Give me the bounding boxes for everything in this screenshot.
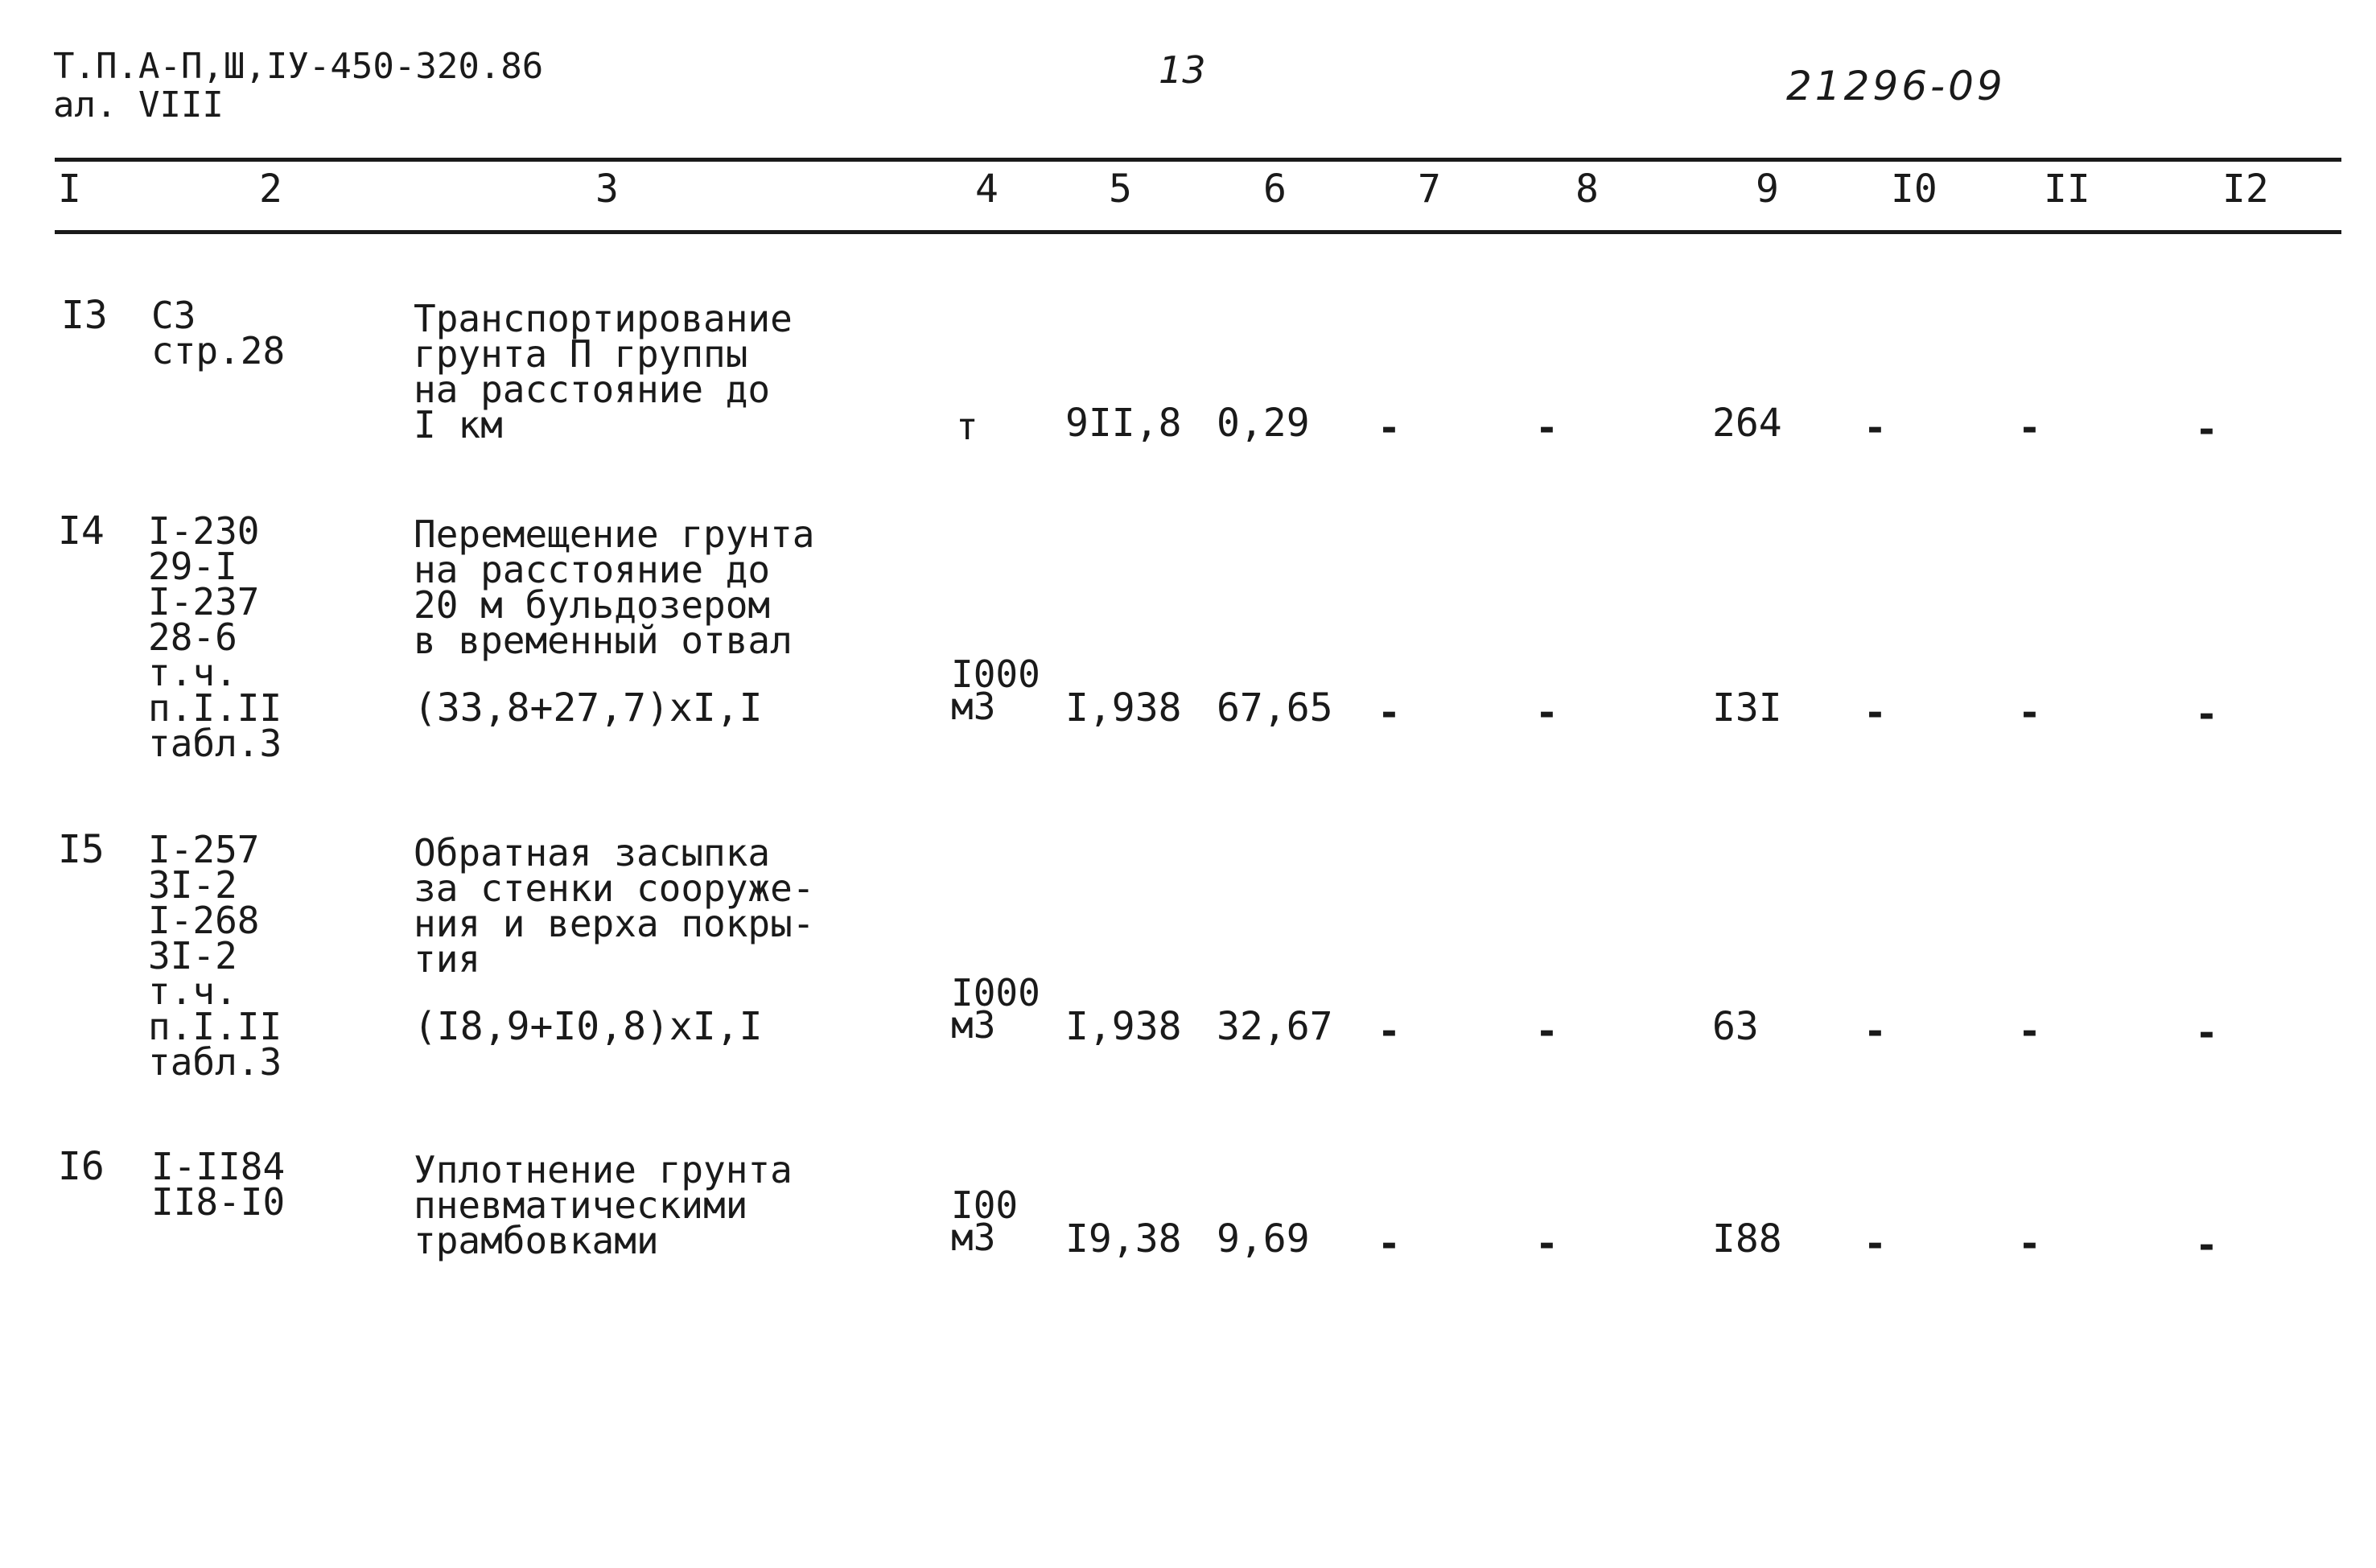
cell-col7: - [1377,690,1401,735]
unit-price: 0,29 [1217,401,1310,446]
norm-reference: С3 стр.28 [151,294,286,372]
unit: I000 м3 [951,652,1040,728]
column-header-3: 3 [595,167,619,212]
volume-formula: (I8,9+I0,8)хI,I [414,1004,763,1049]
cell-col8: - [1535,1009,1559,1054]
cell-col9: I88 [1712,1216,1782,1261]
cell-col10: - [1863,405,1887,451]
album-label: ал. VIII [53,84,224,126]
row-number: I6 [58,1144,105,1189]
work-description: Уплотнение грунта пневматическими трамбовками [414,1148,793,1262]
cell-col8: - [1535,405,1559,451]
header-top-rule [55,158,2341,162]
cell-col9: 63 [1712,1004,1759,1049]
header-bottom-rule [55,230,2341,234]
cell-col10: - [1863,1221,1887,1266]
norm-reference: I-230 29-I I-237 28-6 т.ч. п.I.II табл.3 [148,509,282,765]
column-header-2: 2 [259,167,282,212]
unit: т [956,405,978,448]
work-description: Перемещение грунта на расстояние до 20 м бульдозером в временный отвал [414,512,815,662]
column-header-10: I0 [1891,167,1937,212]
column-header-11: II [2044,167,2090,212]
unit-price: 32,67 [1217,1004,1333,1049]
row-number: I4 [58,508,105,554]
cell-col12: - [2195,1223,2218,1268]
column-header-4: 4 [975,167,999,212]
unit: I000 м3 [951,971,1040,1047]
document-code: Т.П.А-П,Ш,IУ-450-320.86 [53,46,544,87]
unit-price: 9,69 [1217,1216,1310,1261]
cell-col11: - [2018,690,2041,735]
column-header-1: I [58,167,81,212]
column-header-12: I2 [2222,167,2269,212]
column-header-7: 7 [1418,167,1441,212]
column-header-9: 9 [1756,167,1779,212]
page-number: 13 [1159,48,1206,92]
unit-price: 67,65 [1217,685,1333,730]
column-header-6: 6 [1263,167,1287,212]
row-number: I5 [58,827,105,872]
quantity: I,938 [1065,1004,1182,1049]
cell-col7: - [1377,405,1401,451]
cell-col12: - [2195,692,2218,737]
column-header-5: 5 [1109,167,1132,212]
cell-col9: 264 [1712,401,1782,446]
cell-col10: - [1863,1009,1887,1054]
cell-col8: - [1535,690,1559,735]
unit: I00 м3 [951,1183,1019,1259]
norm-reference: I-257 3I-2 I-268 3I-2 т.ч. п.I.II табл.3 [148,828,282,1084]
column-header-8: 8 [1575,167,1599,212]
cell-col12: - [2195,407,2218,452]
norm-reference: I-II84 II8-I0 [151,1145,286,1224]
work-description: Транспортирование грунта П группы на расстояние до I км [414,297,793,447]
cell-col7: - [1377,1009,1401,1054]
cell-col11: - [2018,405,2041,451]
cell-col7: - [1377,1221,1401,1266]
cell-col11: - [2018,1009,2041,1054]
row-number: I3 [61,293,108,338]
cell-col12: - [2195,1010,2218,1056]
quantity: I,938 [1065,685,1182,730]
quantity: 9II,8 [1065,401,1182,446]
work-description: Обратная засыпка за стенки сооруже- ния и верха покры- тия [414,831,815,981]
quantity: I9,38 [1065,1216,1182,1261]
cell-col10: - [1863,690,1887,735]
cell-col11: - [2018,1221,2041,1266]
document-number: 21296-09 [1786,63,2006,109]
cell-col9: I3I [1712,685,1782,730]
volume-formula: (33,8+27,7)хI,I [414,685,763,730]
cell-col8: - [1535,1221,1559,1266]
